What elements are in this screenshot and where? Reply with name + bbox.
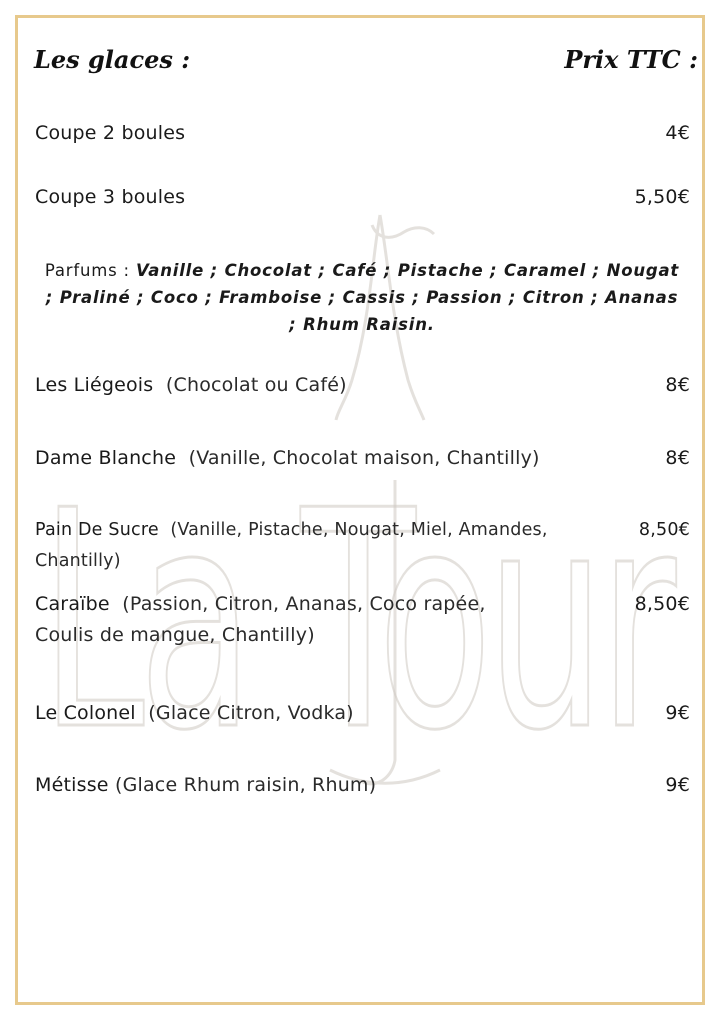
- item-name: Caraïbe: [35, 593, 110, 615]
- menu-item-coupe-2: [35, 118, 690, 149]
- item-description: (Glace Rhum raisin, Rhum): [114, 774, 377, 796]
- menu-header: [34, 45, 698, 74]
- menu-item-dame-blanche: [35, 443, 690, 474]
- item-description: (Glace Citron, Vodka): [148, 702, 354, 724]
- flavours-list: [40, 257, 684, 338]
- menu-border: [15, 15, 705, 1005]
- flavours-label: Parfums :: [44, 261, 136, 280]
- watermark-text: La Tour: [40, 447, 679, 796]
- item-name: Le Colonel: [35, 702, 136, 724]
- item-description: (Vanille, Pistache, Nougat, Miel, Amandes, Chantilly): [35, 520, 548, 571]
- item-price: 9€: [665, 702, 690, 724]
- item-description: (Passion, Citron, Ananas, Coco rapée, Coulis de mangue, Chantilly): [35, 593, 486, 646]
- menu-item-coupe-3: [35, 182, 690, 213]
- item-name: Pain De Sucre: [35, 520, 159, 540]
- price-column-title: Prix TTC :: [564, 45, 698, 74]
- menu-item-pain-de-sucre: [35, 515, 690, 577]
- section-title: Les glaces :: [34, 45, 191, 74]
- item-name: Métisse: [35, 774, 109, 796]
- item-name: Coupe 3 boules: [35, 186, 186, 208]
- item-price: 8€: [665, 447, 690, 469]
- item-price: 8€: [665, 374, 690, 396]
- item-price: 8,50€: [638, 520, 690, 540]
- menu-item-colonel: [35, 698, 690, 729]
- item-price: 8,50€: [634, 593, 690, 615]
- menu-item-liegeois: [35, 370, 690, 401]
- item-price: 4€: [665, 122, 690, 144]
- item-name: Dame Blanche: [35, 447, 177, 469]
- menu-item-metisse: [35, 770, 690, 801]
- item-price: 9€: [665, 774, 690, 796]
- item-description: (Chocolat ou Café): [165, 374, 347, 396]
- menu-item-caraibe: [35, 589, 690, 651]
- item-name: Coupe 2 boules: [35, 122, 186, 144]
- flavours-values: Vanille ; Chocolat ; Café ; Pistache ; Caramel ; Nougat ; Praliné ; Coco ; Framboise ; Cassis ; Passion ; Citron ; Ananas ; Rhum Raisin.: [45, 261, 680, 334]
- item-description: (Vanille, Chocolat maison, Chantilly): [188, 447, 540, 469]
- item-price: 5,50€: [634, 186, 690, 208]
- item-name: Les Liégeois: [35, 374, 154, 396]
